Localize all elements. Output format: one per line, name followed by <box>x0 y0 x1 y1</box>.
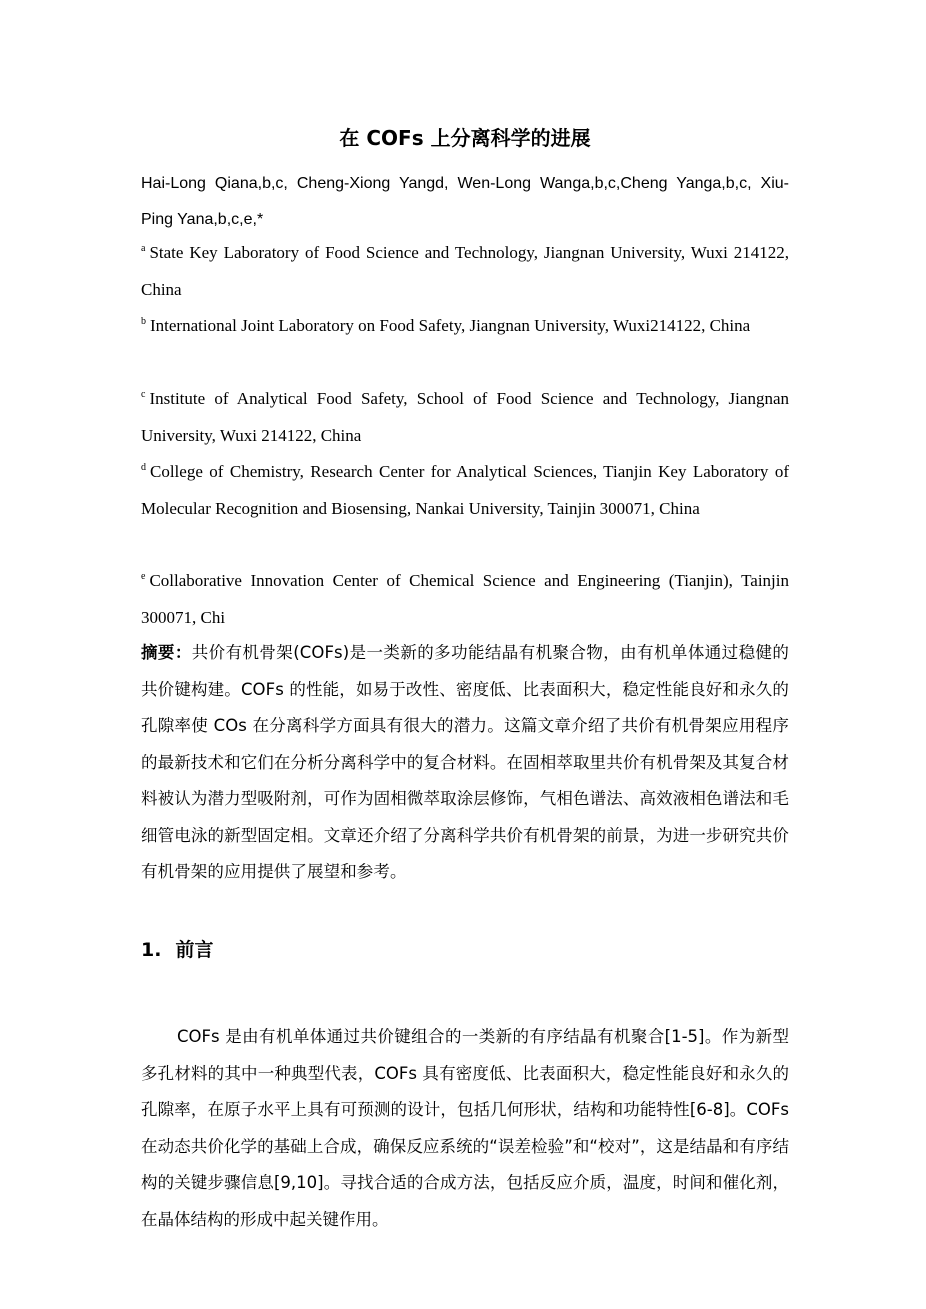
section-heading-introduction <box>141 935 789 965</box>
introduction-paragraph: COFs 是由有机单体通过共价键组合的一类新的有序结晶有机聚合[1-5]。作为新型多孔材料的其中一种典型代表，COFs 具有密度低、比表面积大，稳定性能良好和永久的孔隙率，在原子水平上具有可预测的设计，包括几何形状，结构和功能特性[6-8]。COFs 在动态共价化学的基础上合成，确保反应系统的“误差检验”和“校对”，这是结晶和有序结构的关键步骤信息[9,10]。寻找合适的合成方法，包括反应介质，温度，时间和催化剂，在晶体结构的形成中起关键作用。 <box>141 1027 789 1229</box>
abstract-text: 共价有机骨架(COFs)是一类新的多功能结晶有机聚合物，由有机单体通过稳健的共价键构建。COFs 的性能，如易于改性、密度低、比表面积大，稳定性能良好和永久的孔隙率使 COs 在分离科学方面具有很大的潜力。这篇文章介绍了共价有机骨架应用程序的最新技术和它们在分析分离科学中的复合材料。在固相萃取里共价有机骨架及其复合材料被认为潜力型吸附剂，可作为固相微萃取涂层修饰，气相色谱法、高效液相色谱法和毛细管电泳的新型固定相。文章还介绍了分离科学共价有机骨架的前景，为进一步研究共价有机骨架的应用提供了展望和参考。 <box>141 643 789 881</box>
affiliation-text: Institute of Analytical Food Safety, School of Food Science and Technology, Jiangnan University, Wuxi 214122, China <box>141 389 789 445</box>
affiliation-text: State Key Laboratory of Food Science and Technology, Jiangnan University, Wuxi 214122, China <box>141 243 789 299</box>
affiliation-b <box>141 308 789 345</box>
affiliation-mark: a <box>141 243 146 254</box>
affiliation-mark: e <box>141 571 146 582</box>
author-list: Hai-Long Qiana,b,c, Cheng-Xiong Yangd, Wen-Long Wanga,b,c,Cheng Yanga,b,c, Xiu-Ping Yana,b,c,e,* <box>141 175 789 228</box>
affiliation-d <box>141 454 789 527</box>
affiliation-c <box>141 381 789 454</box>
affiliation-text: Collaborative Innovation Center of Chemical Science and Engineering (Tianjin), Tainjin 300071, Chi <box>141 571 789 627</box>
affiliation-mark: b <box>141 316 146 327</box>
abstract-label: 摘要： <box>141 643 192 662</box>
affiliation-text: International Joint Laboratory on Food Safety, Jiangnan University, Wuxi214122, China <box>150 316 751 335</box>
affiliation-a <box>141 235 789 308</box>
section-title: 前言 <box>175 939 214 961</box>
affiliation-e <box>141 563 789 636</box>
abstract <box>141 635 789 891</box>
section-number: 1. <box>141 939 162 961</box>
affiliation-text: College of Chemistry, Research Center for Analytical Sciences, Tianjin Key Laboratory of Molecular Recognition and Biosensing, Nankai University, Tainjin 300071, China <box>141 462 789 518</box>
paper-title: 在 COFs 上分离科学的进展 <box>339 126 591 150</box>
affiliation-mark: d <box>141 462 146 473</box>
affiliation-mark: c <box>141 389 146 400</box>
